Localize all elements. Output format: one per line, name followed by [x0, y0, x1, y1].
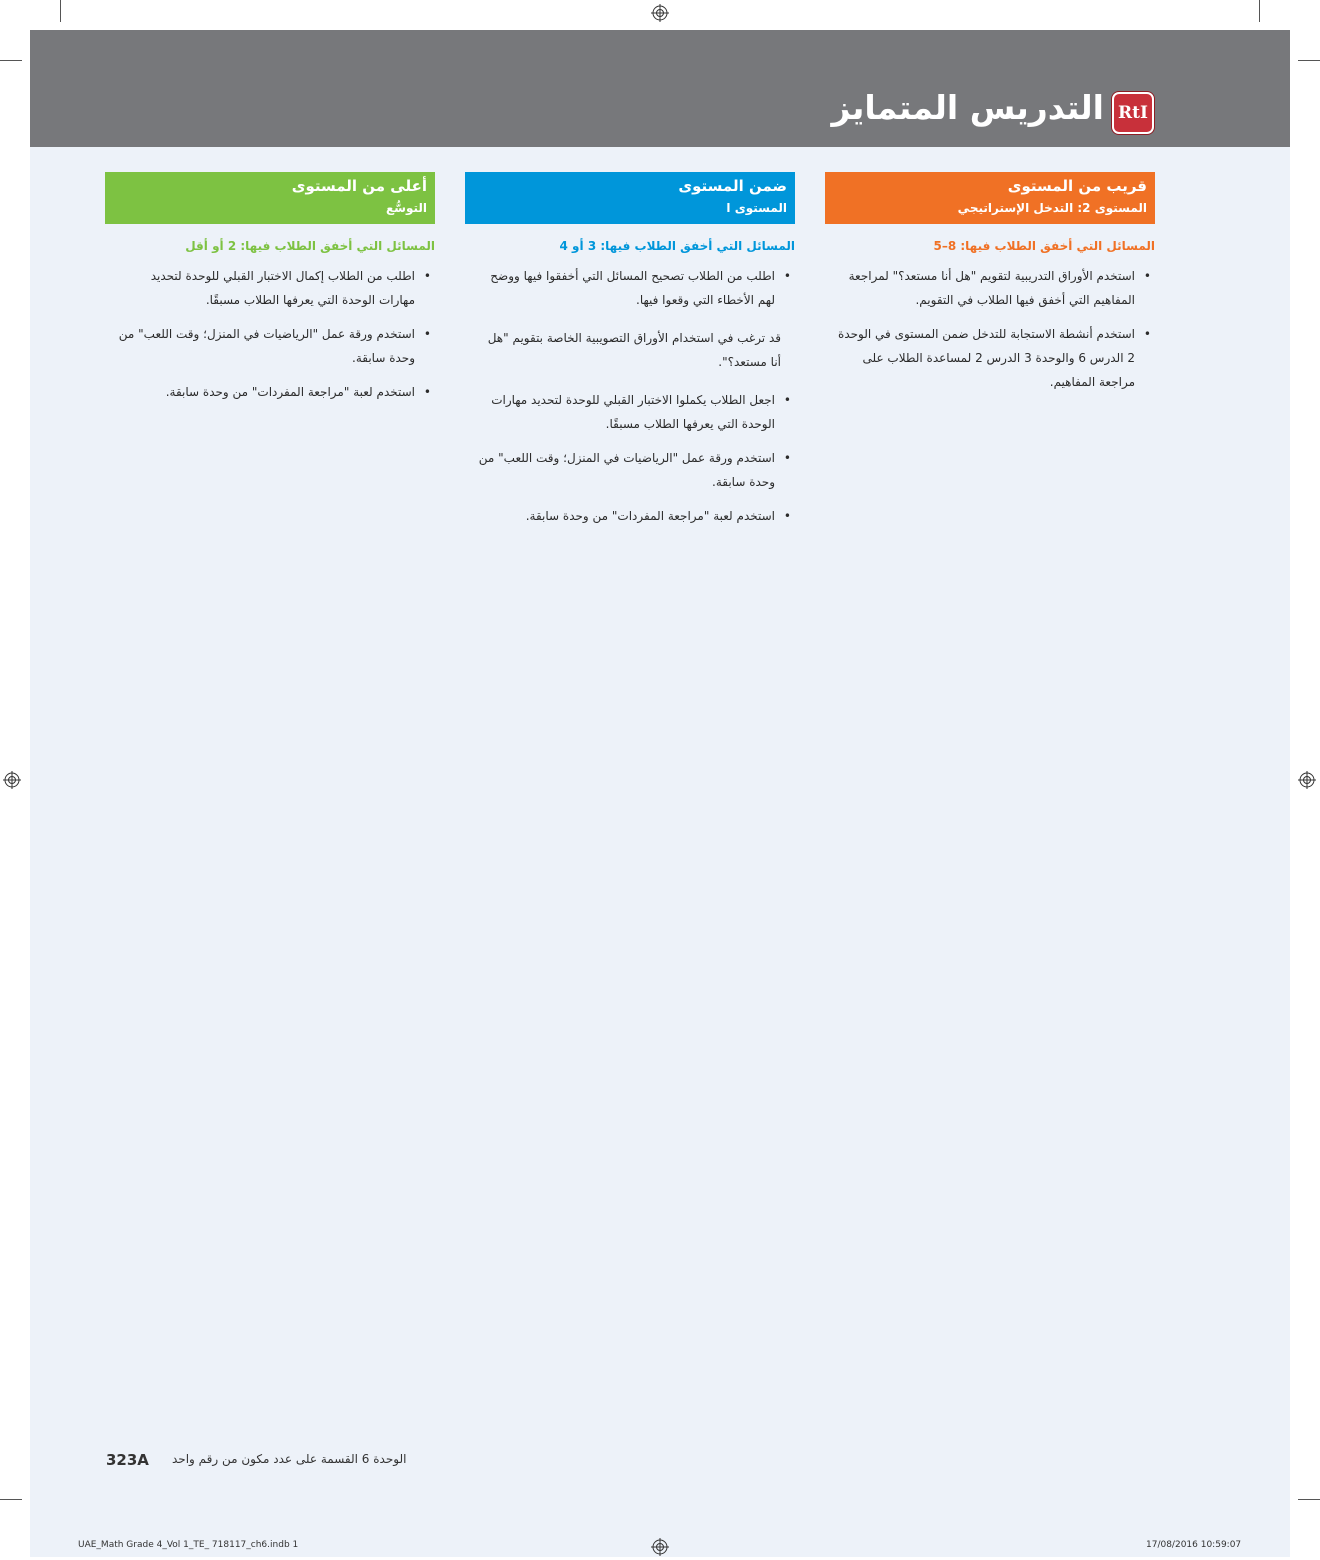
column-beyond-level [105, 172, 435, 414]
bullet-list [115, 264, 431, 404]
footer-unit-title: الوحدة 6 القسمة على عدد مكون من رقم واحد [172, 1452, 407, 1466]
registration-mark-icon [3, 771, 21, 789]
page-title: التدريس المتمايز [831, 88, 1104, 127]
bullet-list [475, 388, 791, 528]
bullet-list [475, 264, 791, 312]
crop-mark [1298, 1499, 1320, 1500]
registration-mark-icon [1298, 771, 1316, 789]
column-title: أعلى من المستوى [291, 177, 427, 195]
column-subtitle: المستوى 2: التدخل الإستراتيجي [957, 201, 1147, 215]
page-number: 323A [106, 1451, 149, 1469]
column-title: ضمن المستوى [678, 177, 787, 195]
crop-mark [1259, 0, 1260, 22]
list-item: • استخدم ورقة عمل "الرياضيات في المنزل؛ وقت اللعب" من وحدة سابقة. [115, 322, 431, 370]
print-slug-file: UAE_Math Grade 4_Vol 1_TE_ 718117_ch6.indb 1 [78, 1540, 299, 1550]
column-header [465, 172, 795, 224]
column-header [105, 172, 435, 224]
registration-mark-icon [651, 4, 669, 22]
list-item: • استخدم أنشطة الاستجابة للتدخل ضمن المستوى في الوحدة 2 الدرس 6 والوحدة 3 الدرس 2 لمساعدة الطلاب على مراجعة المفاهيم. [835, 322, 1151, 394]
list-item: • اطلب من الطلاب تصحيح المسائل التي أخفقوا فيها ووضح لهم الأخطاء التي وقعوا فيها. [475, 264, 791, 312]
list-item: • اجعل الطلاب يكملوا الاختبار القبلي للوحدة لتحديد مهارات الوحدة التي يعرفها الطلاب مسبقًا. [475, 388, 791, 436]
crop-mark [1298, 60, 1320, 61]
bullet-list [835, 264, 1151, 394]
column-title: قريب من المستوى [1007, 177, 1147, 195]
list-item: • استخدم لعبة "مراجعة المفردات" من وحدة سابقة. [115, 380, 431, 404]
list-item: • اطلب من الطلاب إكمال الاختبار القبلي للوحدة لتحديد مهارات الوحدة التي يعرفها الطلاب مسبقًا. [115, 264, 431, 312]
print-slug-date: 17/08/2016 10:59:07 [1146, 1540, 1242, 1550]
section-heading: المسائل التي أخفق الطلاب فيها: 2 أو أقل [185, 239, 435, 253]
column-approaching-level [825, 172, 1155, 404]
list-item: • استخدم الأوراق التدريبية لتقويم "هل أنا مستعد؟" لمراجعة المفاهيم التي أخفق فيها الطلاب في التقويم. [835, 264, 1151, 312]
column-subtitle: التوسُّع [385, 201, 427, 215]
crop-mark [60, 0, 61, 22]
column-on-level [465, 172, 795, 538]
crop-mark [0, 1499, 22, 1500]
crop-mark [0, 60, 22, 61]
list-item: • استخدم ورقة عمل "الرياضيات في المنزل؛ وقت اللعب" من وحدة سابقة. [475, 446, 791, 494]
section-heading: المسائل التي أخفق الطلاب فيها: 3 أو 4 [559, 239, 795, 253]
rti-badge: RtI [1112, 92, 1154, 134]
registration-mark-icon [651, 1538, 669, 1556]
list-item: • استخدم لعبة "مراجعة المفردات" من وحدة سابقة. [475, 504, 791, 528]
column-header [825, 172, 1155, 224]
section-heading: المسائل التي أخفق الطلاب فيها: 8–5 [933, 239, 1155, 253]
column-subtitle: المستوى ا [726, 201, 787, 215]
note-paragraph: قد ترغب في استخدام الأوراق التصويبية الخاصة بتقويم "هل أنا مستعد؟". [487, 331, 781, 369]
